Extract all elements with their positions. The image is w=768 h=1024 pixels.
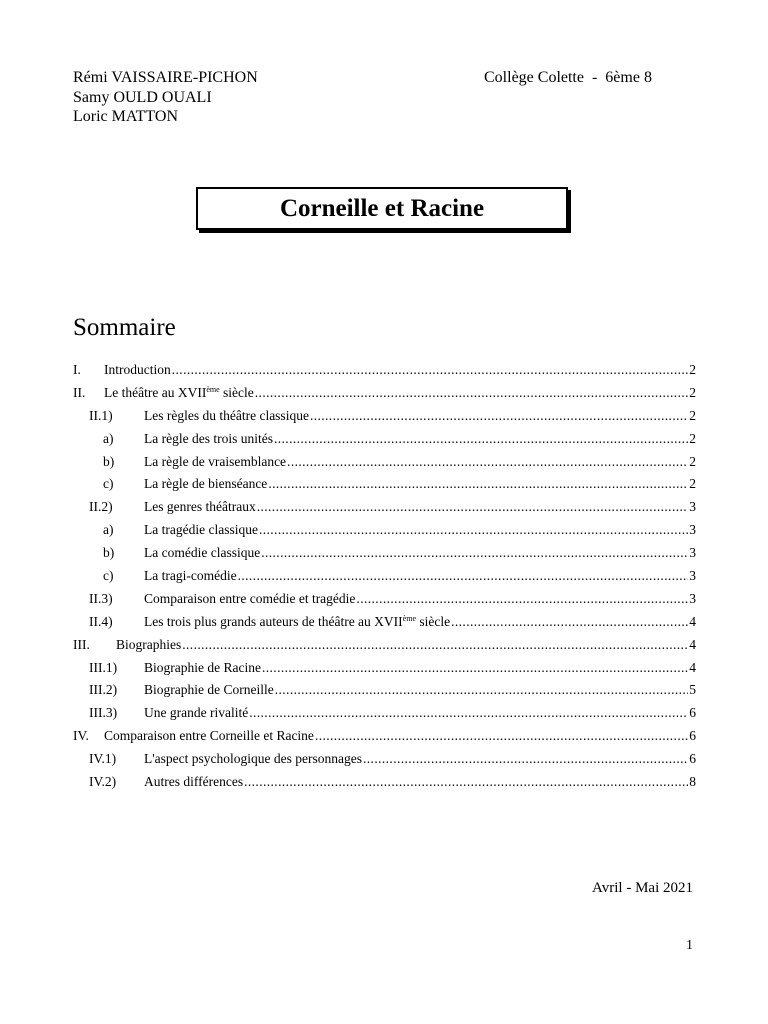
toc-entry[interactable] xyxy=(73,611,696,634)
toc-entry-page: 5 xyxy=(689,682,696,698)
toc-entry-label-text: Les règles du théâtre classique xyxy=(144,407,309,423)
toc-entry[interactable] xyxy=(73,588,696,611)
toc-entry-page: 2 xyxy=(689,453,696,469)
toc-dot-leader xyxy=(310,405,688,428)
toc-entry-number: I. xyxy=(73,362,81,377)
toc-entry-label xyxy=(144,748,362,771)
toc-entry-label-suffix: siècle xyxy=(416,613,451,629)
toc-dot-leader xyxy=(262,657,688,680)
toc-entry-label-suffix: siècle xyxy=(219,384,254,400)
toc-entry[interactable] xyxy=(73,473,696,496)
toc-dot-leader xyxy=(255,382,688,405)
toc-entry[interactable] xyxy=(73,451,696,474)
toc-entry[interactable] xyxy=(73,748,696,771)
toc-entry-number: c) xyxy=(103,476,114,492)
toc-entry-number: II.1) xyxy=(89,407,113,423)
school-class: Collège Colette - 6ème 8 xyxy=(484,69,652,86)
toc-entry-page: 2 xyxy=(689,476,696,492)
toc-entry-page: 2 xyxy=(689,362,696,377)
toc-entry-label-text: Les genres théâtraux xyxy=(144,499,256,515)
toc-entry-number: III.1) xyxy=(89,659,118,675)
toc-entry-label xyxy=(104,359,171,382)
toc-entry-page: 3 xyxy=(689,568,696,584)
toc-dot-leader xyxy=(451,611,688,634)
toc-entry-label-text: L'aspect psychologique des personnages xyxy=(144,751,362,767)
toc-entry[interactable] xyxy=(73,519,696,542)
document-date: Avril - Mai 2021 xyxy=(592,880,693,896)
toc-entry-label-text: Une grande rivalité xyxy=(144,705,249,721)
toc-entry-label xyxy=(144,657,261,680)
toc-entry-page: 3 xyxy=(689,522,696,538)
toc-dot-leader xyxy=(172,359,689,382)
toc-entry[interactable] xyxy=(73,725,696,748)
toc-dot-leader xyxy=(274,428,688,451)
toc-entry[interactable] xyxy=(73,382,696,405)
toc-dot-leader xyxy=(363,748,688,771)
toc-entry-number: IV. xyxy=(73,728,89,744)
toc-entry-page: 6 xyxy=(689,705,696,721)
toc-entry-label-text: Biographie de Racine xyxy=(144,659,261,675)
toc-entry-label-text: Introduction xyxy=(104,362,171,377)
toc-entry-number: III.3) xyxy=(89,705,118,721)
toc-entry-page: 3 xyxy=(689,545,696,561)
toc-entry[interactable] xyxy=(73,771,696,794)
toc-entry-label-text: La tragédie classique xyxy=(144,522,258,538)
toc-entry-label xyxy=(144,496,256,519)
toc-dot-leader xyxy=(315,725,688,748)
toc-entry-page: 3 xyxy=(689,590,696,606)
toc-entry-page: 6 xyxy=(689,751,696,767)
toc-entry[interactable] xyxy=(73,405,696,428)
toc-entry-superscript: ème xyxy=(206,384,220,394)
toc-entry-number: III.2) xyxy=(89,682,118,698)
toc-entry-label xyxy=(144,428,273,451)
toc-entry-label-text: La règle de vraisemblance xyxy=(144,453,287,469)
toc-entry-label xyxy=(144,565,237,588)
toc-entry-label xyxy=(144,588,355,611)
toc-entry-label-text: La règle des trois unités xyxy=(144,430,273,446)
toc-entry-label xyxy=(104,725,314,748)
toc-dot-leader xyxy=(244,771,688,794)
toc-entry-label xyxy=(144,542,260,565)
toc-entry-page: 2 xyxy=(689,430,696,446)
toc-entry-label xyxy=(144,611,450,634)
toc-entry-page: 4 xyxy=(689,659,696,675)
toc-entry-label-text: Comparaison entre Corneille et Racine xyxy=(104,728,314,744)
toc-entry-label-text: Les trois plus grands auteurs de théâtre au XVII xyxy=(144,613,403,629)
toc-entry-page: 2 xyxy=(689,384,696,400)
toc-entry-number: II.4) xyxy=(89,613,113,629)
toc-entry-label-text: Le théâtre au XVII xyxy=(104,384,207,400)
toc-entry-page: 2 xyxy=(689,407,696,423)
table-of-contents xyxy=(73,359,696,794)
page-number: 1 xyxy=(686,938,693,953)
toc-entry-page: 8 xyxy=(689,774,696,790)
toc-entry-number: III. xyxy=(73,636,90,652)
toc-entry-number: b) xyxy=(103,545,115,561)
toc-entry-label-text: La comédie classique xyxy=(144,545,261,561)
toc-entry-superscript: ème xyxy=(402,613,416,623)
toc-entry-number: a) xyxy=(103,430,114,446)
toc-dot-leader xyxy=(259,519,688,542)
toc-entry-number: a) xyxy=(103,522,114,538)
toc-entry-label-text: La tragi-comédie xyxy=(144,568,237,584)
toc-dot-leader xyxy=(268,473,688,496)
toc-entry-label-text: Autres différences xyxy=(144,774,244,790)
toc-entry-label-text: Comparaison entre comédie et tragédie xyxy=(144,590,356,606)
author-name: Rémi VAISSAIRE-PICHON xyxy=(73,69,258,86)
toc-entry-number: IV.1) xyxy=(89,751,117,767)
document-title-box xyxy=(196,187,568,230)
toc-entry-page: 3 xyxy=(689,499,696,515)
author-name: Loric MATTON xyxy=(73,108,179,125)
toc-entry[interactable] xyxy=(73,634,696,657)
toc-entry-page: 6 xyxy=(689,728,696,744)
toc-entry[interactable] xyxy=(73,496,696,519)
toc-entry-label xyxy=(144,519,258,542)
toc-dot-leader xyxy=(356,588,688,611)
toc-entry[interactable] xyxy=(73,702,696,725)
toc-entry[interactable] xyxy=(73,657,696,680)
toc-entry-label xyxy=(144,679,274,702)
toc-dot-leader xyxy=(257,496,689,519)
toc-entry-label-text: Biographie de Corneille xyxy=(144,682,274,698)
toc-entry-page: 4 xyxy=(689,636,696,652)
toc-entry[interactable] xyxy=(73,679,696,702)
toc-dot-leader xyxy=(275,679,689,702)
author-list xyxy=(73,68,258,127)
toc-dot-leader xyxy=(182,634,688,657)
toc-entry-label xyxy=(116,634,181,657)
toc-dot-leader xyxy=(261,542,688,565)
toc-entry-number: II.2) xyxy=(89,499,113,515)
toc-dot-leader xyxy=(287,451,688,474)
toc-entry-label xyxy=(144,702,248,725)
toc-entry[interactable] xyxy=(73,359,696,382)
toc-entry-label xyxy=(144,473,267,496)
author-name: Samy OULD OUALI xyxy=(73,88,212,106)
toc-entry-number: IV.2) xyxy=(89,774,117,790)
toc-entry-label xyxy=(104,382,254,405)
toc-entry-number: II.3) xyxy=(89,590,113,606)
toc-heading: Sommaire xyxy=(73,314,176,341)
toc-entry-number: b) xyxy=(103,453,115,469)
toc-entry-page: 4 xyxy=(689,613,696,629)
toc-entry-label xyxy=(144,405,309,428)
toc-dot-leader xyxy=(238,565,689,588)
toc-entry-label xyxy=(144,771,243,794)
toc-dot-leader xyxy=(249,702,688,725)
toc-entry-label-text: Biographies xyxy=(116,636,182,652)
toc-entry[interactable] xyxy=(73,428,696,451)
toc-entry[interactable] xyxy=(73,542,696,565)
document-title: Corneille et Racine xyxy=(279,194,485,222)
toc-entry-number: c) xyxy=(103,568,114,584)
toc-entry-label xyxy=(144,451,286,474)
toc-entry[interactable] xyxy=(73,565,696,588)
toc-entry-number: II. xyxy=(73,384,86,400)
toc-entry-label-text: La règle de bienséance xyxy=(144,476,268,492)
